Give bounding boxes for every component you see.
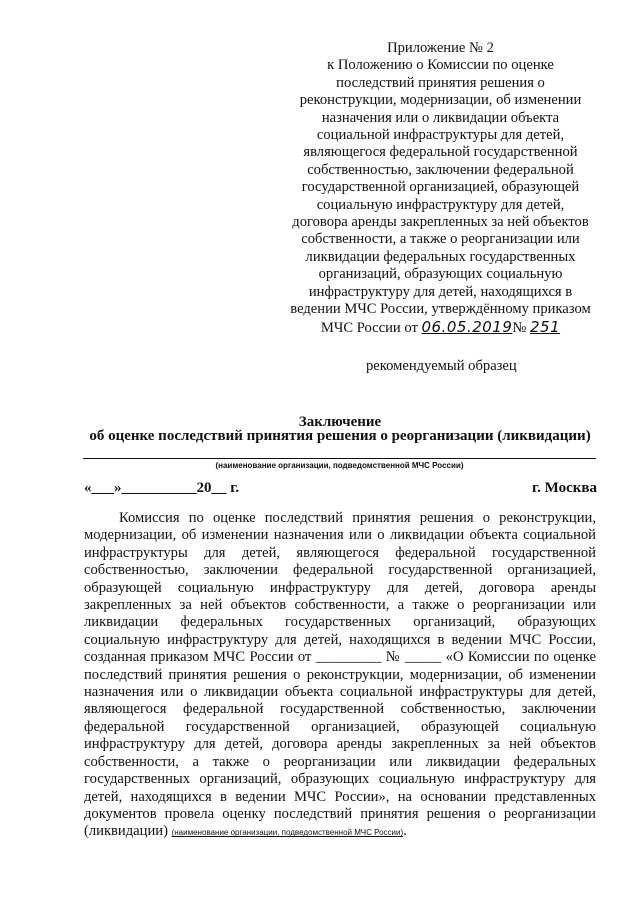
last-line-org-caption: (наименование организации, подведомственной МЧС России) [171, 828, 404, 838]
date-placeholder: «___»__________20__ г. [84, 480, 240, 496]
appendix-line: государственной организацией, образующей [301, 179, 580, 196]
document-subtitle: об оценке последствий принятия решения о реорганизации (ликвидации) [89, 428, 591, 444]
handwritten-order-date: 06.05.2019 [421, 317, 513, 336]
appendix-line: последствий принятия решения о [336, 74, 545, 91]
appendix-line: договора аренды закрепленных за ней объектов [292, 214, 589, 231]
last-line-prefix: (ликвидации) [84, 823, 168, 840]
city-label: г. Москва [532, 480, 597, 496]
body-line: последствий принятия решения о реконструкции, модернизации, об изменении [84, 666, 596, 683]
number-sign: № [512, 319, 527, 336]
handwritten-order-number: 251 [529, 317, 561, 336]
body-line: закрепленных за ней объектов собственности, а также о реорганизации или [84, 597, 596, 614]
appendix-line: инфраструктуру для детей, находящихся в [308, 283, 573, 300]
appendix-line: реконструкции, модернизации, об изменении [299, 92, 582, 109]
appendix-line: социальную инфраструктуру для детей, [316, 196, 565, 213]
body-line: документов провела оценку последствий принятия решения о реорганизации [84, 805, 596, 822]
appendix-line: организаций, образующих социальную [318, 266, 563, 283]
organization-name-caption: (наименование организации, подведомственной МЧС России) [215, 461, 464, 470]
body-line: государственных организаций, образующих социальную инфраструктуру для [84, 771, 596, 788]
appendix-order-line [278, 319, 603, 337]
body-line: ликвидации федеральных государственных организаций, образующих [84, 614, 596, 631]
body-line: инфраструктуру для детей, договора аренды закрепленных за ней объектов [84, 736, 596, 753]
body-line: собственности, а также о реорганизации или ликвидации федеральных [84, 753, 596, 770]
body-line: назначения или о ликвидации объекта социальной инфраструктуры для детей, [84, 684, 596, 701]
body-line: являющегося федеральной государственной собственностью, заключении [84, 701, 596, 718]
last-line-suffix: . [403, 823, 407, 840]
body-line: социальную инфраструктуру для детей, находящихся в ведении МЧС России, [84, 631, 596, 648]
appendix-block [278, 40, 603, 337]
body-line: модернизации, об изменении назначения или о ликвидации объекта социальной [84, 527, 596, 544]
appendix-line: Приложение № 2 [387, 40, 494, 56]
body-line: инфраструктуры для детей, являющегося федеральной государственной [84, 544, 596, 561]
body-line: федеральной государственной организацией, образующей социальную [84, 718, 596, 735]
sample-label: рекомендуемый образец [366, 358, 517, 374]
appendix-line: собственностью, заключении федеральной [307, 161, 574, 178]
appendix-line: назначения или о ликвидации объекта [321, 109, 560, 126]
organization-name-line [83, 458, 596, 459]
order-prefix: МЧС России от [320, 319, 418, 336]
appendix-line: ведении МЧС России, утверждённому приказом [290, 301, 591, 318]
appendix-line: к Положению о Комиссии по оценке [327, 57, 554, 74]
body-line: образующей социальную инфраструктуру для детей, договора аренды [84, 579, 596, 596]
appendix-line: социальной инфраструктуры для детей, [316, 127, 565, 144]
body-line: созданная приказом МЧС России от _________ № _____ «О Комиссии по оценке [84, 649, 596, 666]
body-paragraph [84, 510, 596, 842]
body-line: детей, находящихся в ведении МЧС России», на основании представленных [84, 788, 596, 805]
body-line: собственностью, заключении федеральной государственной организацией, [84, 562, 596, 579]
appendix-line: собственности, а также о реорганизации или [301, 231, 580, 248]
body-line: Комиссия по оценке последствий принятия решения о реконструкции, [119, 510, 596, 526]
appendix-line: ликвидации федеральных государственных [305, 248, 576, 265]
appendix-line: являющегося федеральной государственной [303, 144, 578, 161]
document-title: Заключение [298, 414, 382, 430]
body-last-line [84, 823, 596, 841]
